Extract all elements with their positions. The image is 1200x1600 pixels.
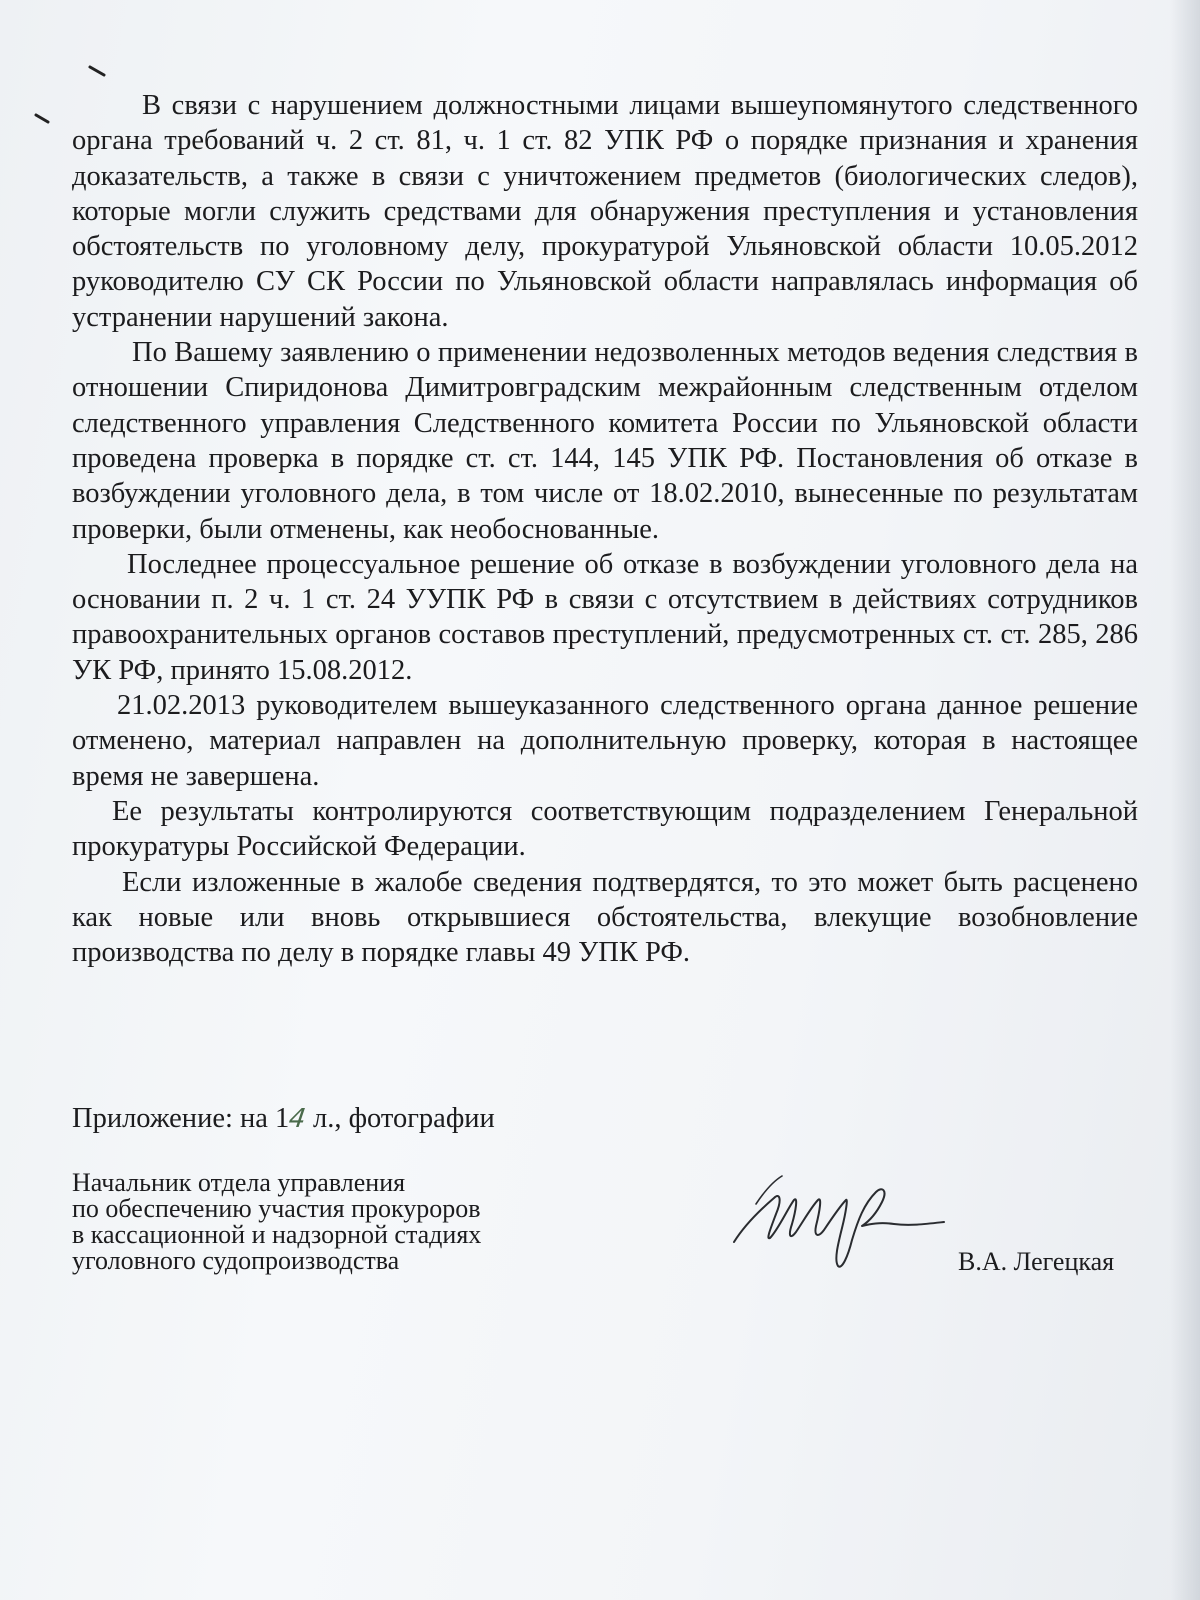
handwritten-signature [730,1170,950,1280]
paragraph-new-circumstances: Если изложенные в жалобе сведения подтвердятся, то это может быть расценено как новые или вновь открывшиеся обстоятельства, влекущие возобновление производства по делу в порядке главы 49 УПК РФ. [72,866,1138,969]
handwritten-page-count: 4 [287,1104,308,1134]
ink-mark-top [88,64,108,78]
paragraph-evidence-violation: В связи с нарушением должностными лицами вышеупомянутого следственного органа требований ч. 2 ст. 81, ч. 1 ст. 82 УПК РФ о порядке признания и хранения доказательств, а также в связи с уничтожением предметов (биологических следов), которые могли служить средствами для обнаружения преступления и установления обстоятельств по уголовному делу, прокуратурой Ульяновской области 10.05.2012 руководителю СУ СК России по Ульяновской области направлялась информация об устранении нарушений закона. [72,90,1138,333]
attachment-line [72,1103,495,1135]
paragraph-decision-cancelled: 21.02.2013 руководителем вышеуказанного следственного органа данное решение отменено, материал направлен на дополнительную проверку, которая в настоящее время не завершена. [72,690,1138,792]
ink-mark-left [34,112,52,126]
signatory-name: В.А. Легецкая [958,1247,1115,1276]
signatory-title-line: в кассационной и надзорной стадиях [72,1220,482,1249]
signatory-title [72,1170,481,1274]
paragraph-complaint-check: По Вашему заявлению о применении недозволенных методов ведения следствия в отношении Спиридонова Димитровградским межрайонным следственным отделом следственного управления Следственного комитета России по Ульяновской области проведена проверка в порядке ст. ст. 144, 145 УПК РФ. Постановления об отказе в возбуждении уголовного дела, в том числе от 18.02.2010, вынесенные по результатам проверки, были отменены, как необоснованные. [72,337,1138,545]
signatory-title-line: уголовного судопроизводства [72,1246,400,1275]
paragraph-last-decision: Последнее процессуальное решение об отказе в возбуждении уголовного дела на основании п. 2 ч. 1 ст. 24 УУПК РФ в связи с отсутствием в действиях сотрудников правоохранительных органов составов преступлений, предусмотренных ст. ст. 285, 286 УК РФ, принято 15.08.2012. [72,548,1138,686]
letter-body [72,88,1138,970]
signatory-title-line: по обеспечению участия прокуроров [72,1194,481,1223]
attachment-suffix: л., фотографии [305,1103,495,1134]
paragraph-results-control: Ее результаты контролируются соответствующим подразделением Генеральной прокуратуры Российской Федерации. [72,795,1138,863]
attachment-prefix: Приложение: на 1 [72,1103,290,1134]
signatory-title-line: Начальник отдела управления [72,1168,406,1197]
